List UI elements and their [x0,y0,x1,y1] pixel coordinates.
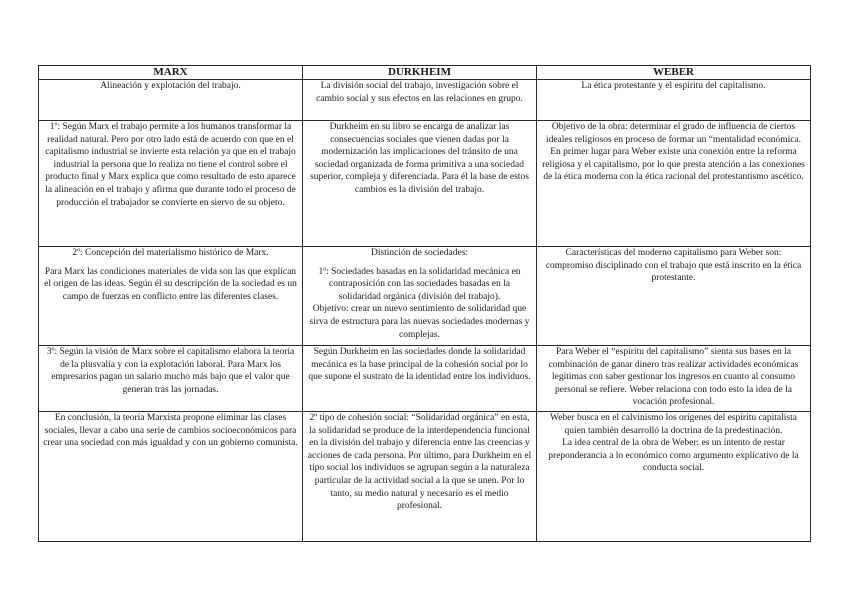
cell-paragraph: Según Durkheim en las sociedades donde la solidaridad mecánica es la base principal de la cohesión social por lo que supone el sustrato de la identidad entre los individuos. [308,347,531,383]
cell-paragraph: 2º tipo de cohesión social: “Solidaridad orgánica” en esta, la solidaridad se produce de la interdependencia funcional en la división del trabajo y diferencia entre las creencias y acciones de cada persona. Por último, para Durkheim en el tipo social los individuos se agrupan según a la naturaleza particular de la actividad social a la que se unen. Por lo tanto, su medio natural y necesario es el medio profesional. [307,413,532,512]
table-row [39,346,811,412]
cell-durkheim [303,247,537,346]
cell-paragraph: 1º: Según Marx el trabajo permite a los humanos transformar la realidad natural. Pero por otro lado está de acuerdo con que en el capitalismo industrial se invierte esta relación ya que en el trabajo industrial la persona que lo realiza no tiene el control sobre el producto final y Marx explica que como resultado de esto aparece la alineación en el trabajo y afirma que durante todo el proceso de producción el trabajador se convierte en siervo de su objeto. [45,122,296,208]
cell-paragraph: La división social del trabajo, investigación sobre el cambio social y sus efectos en las relaciones en grupo. [316,81,523,104]
header-marx: MARX [39,66,303,80]
cell-paragraph: Para Weber el “espíritu del capitalismo” sienta sus bases en la combinación de ganar dinero tras realizar actividades económicas legítimas con saber gestionar los ingresos en cuanto al consumo personal se refiere. Weber relaciona con todo esto la idea de la vocación profesional. [548,347,799,408]
cell-weber [537,80,811,121]
table-row [39,412,811,542]
cell-marx [39,121,303,247]
table-row [39,80,811,121]
cell-weber [537,346,811,412]
cell-paragraph: En primer lugar para Weber existe una conexión entre la reforma religiosa y el capitalismo, por lo que presta atención a las conexiones de la ética moderna con la ética racional del protestantismo ascético. [542,147,805,183]
table-row [39,121,811,247]
cell-paragraph: Objetivo: crear un nuevo sentimiento de solidaridad que sirva de estructura para las nuevas sociedades modernas y complejas. [309,304,530,340]
cell-durkheim [303,80,537,121]
cell-paragraph: En conclusión, la teoría Marxista propone eliminar las clases sociales, llevar a cabo una serie de cambios socioeconómicos para crear una sociedad con más igualdad y con un gobierno comunista. [43,413,298,449]
cell-paragraph: 3º: Según la visión de Marx sobre el capitalismo elabora la teoría de la plusvalía y con la explotación laboral. Para Marx los empresarios pagan un salario mucho más bajo que el valor que generan tras las jornadas. [46,347,295,395]
cell-paragraph: Para Marx las condiciones materiales de vida son las que explican el origen de las ideas. Según él su descripción de la sociedad es un campo de fuerzas en conflicto entre las diferentes clases. [44,266,297,302]
cell-paragraph: Distinción de sociedades: [370,248,469,258]
cell-marx [39,247,303,346]
header-weber: WEBER [537,66,811,80]
table-header-row [39,66,811,80]
cell-marx [39,412,303,542]
cell-paragraph: 1º: Sociedades basadas en la solidaridad mecánica en contraposición con las sociedades basadas en la solidaridad orgánica (división del trabajo). [318,266,521,302]
cell-durkheim [303,121,537,247]
cell-paragraph: La idea central de la obra de Weber: es un intento de restar preponderancia a lo económico como argumento explicativo de la conducta social. [548,438,799,474]
cell-marx [39,80,303,121]
cell-paragraph: Alineación y explotación del trabajo. [100,81,241,91]
cell-durkheim [303,412,537,542]
cell-paragraph: Weber busca en el calvinismo los orígenes del espíritu capitalista quien también desarrolló la doctrina de la predestinación. [550,413,797,436]
cell-weber [537,121,811,247]
header-durkheim: DURKHEIM [303,66,537,80]
cell-marx [39,346,303,412]
table-row [39,247,811,346]
cell-durkheim [303,346,537,412]
cell-paragraph: La ética protestante y el espíritu del capitalismo. [581,81,766,91]
cell-paragraph: Durkheim en su libro se encarga de analizar las consecuencias sociales que vienen dadas por la modernización las implicaciones del tránsito de una sociedad organizada de forma primitiva a una sociedad superior, compleja y diferenciada. Para él la base de estos cambios es la división del trabajo. [310,122,529,195]
comparison-table [38,65,811,542]
cell-paragraph: Objetivo de la obra: determinar el grado de influencia de ciertos ideales religiosos en proceso de formar un “mentalidad económica. [545,122,802,145]
cell-weber [537,247,811,346]
cell-weber [537,412,811,542]
cell-paragraph: 2º: Concepción del materialismo histórico de Marx. [72,248,269,258]
cell-paragraph: Características del moderno capitalismo para Weber son: compromiso disciplinado con el trabajo que está inscrito en la ética protestante. [545,248,802,284]
